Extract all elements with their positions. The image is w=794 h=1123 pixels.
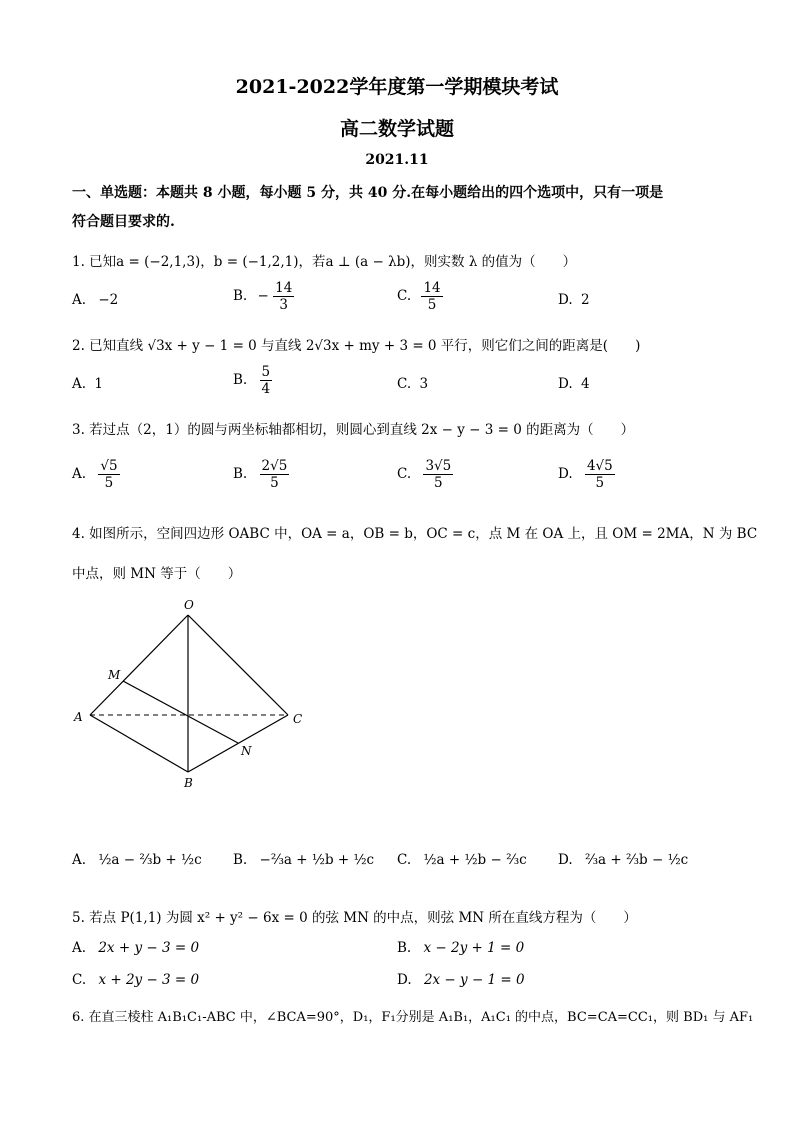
option-value: ⅔a + ⅔b − ½c xyxy=(584,852,689,868)
question-2-option-d xyxy=(558,376,590,392)
question-5-stem: 5. 若点 P(1,1) 为圆 x² + y² − 6x = 0 的弦 MN 的中点，则弦 MN 所在直线方程为（ ） xyxy=(72,910,637,926)
exam-date: 2021.11 xyxy=(365,152,429,168)
label-B: B xyxy=(184,776,193,790)
fraction: $\frac{√5}{5}$ xyxy=(100,458,118,491)
edge-OC xyxy=(188,615,288,715)
option-label: A. xyxy=(72,852,87,868)
fraction: $\frac{5}{4}$ xyxy=(261,364,271,397)
fraction: $\frac{14}{3}$ xyxy=(275,280,293,313)
option-label: A. xyxy=(72,466,87,482)
option-label: D. xyxy=(558,852,573,868)
option-label: D. xyxy=(397,972,412,988)
label-C: C xyxy=(293,712,303,726)
option-label: C. xyxy=(397,376,412,392)
label-M: M xyxy=(108,668,121,682)
option-value: 2x + y − 3 = 0 xyxy=(98,940,200,956)
question-5-option-b xyxy=(397,940,524,956)
option-value: x + 2y − 3 = 0 xyxy=(98,972,200,988)
option-label: A. xyxy=(72,292,87,308)
option-label: C. xyxy=(72,972,87,988)
option-sign: − xyxy=(257,288,269,304)
option-value: ½a − ⅔b + ½c xyxy=(98,852,202,868)
option-label: B. xyxy=(233,852,248,868)
question-2-stem: 2. 已知直线 √3x + y − 1 = 0 与直线 2√3x + my + 3 = 0 平行，则它们之间的距离是( ) xyxy=(72,338,641,354)
question-3-option-d xyxy=(558,458,615,491)
question-3-option-b xyxy=(233,458,289,491)
option-value: 3 xyxy=(419,376,429,392)
question-3-stem: 3. 若过点（2，1）的圆与两坐标轴都相切，则圆心到直线 2x − y − 3 = 0 的距离为（ ） xyxy=(72,422,635,438)
option-label: C. xyxy=(397,852,412,868)
question-2-option-c xyxy=(397,376,428,392)
option-label: B. xyxy=(233,372,248,388)
question-1-option-d xyxy=(558,292,590,308)
option-value: x − 2y + 1 = 0 xyxy=(423,940,525,956)
option-label: B. xyxy=(233,466,248,482)
option-value: −⅔a + ½b + ½c xyxy=(259,852,375,868)
option-label: A. xyxy=(72,940,87,956)
label-O: O xyxy=(184,598,194,612)
exam-title: 2021-2022学年度第一学期模块考试 xyxy=(235,76,559,98)
question-4-stem-line1: 4. 如图所示，空间四边形 OABC 中，OA = a，OB = b，OC = c，点 M 在 OA 上，且 OM = 2MA，N 为 BC xyxy=(72,526,758,542)
question-2-option-a xyxy=(72,376,103,392)
fraction: $\frac{3√5}{5}$ xyxy=(425,458,452,491)
label-N: N xyxy=(241,744,252,758)
question-5-option-c xyxy=(72,972,199,988)
option-label: B. xyxy=(397,940,412,956)
exam-subtitle: 高二数学试题 xyxy=(339,118,454,140)
question-4-option-b xyxy=(233,852,374,868)
option-value: 4 xyxy=(580,376,590,392)
option-label: D. xyxy=(558,292,573,308)
section-heading-line2: 符合题目要求的. xyxy=(72,214,175,230)
question-3-option-c xyxy=(397,458,453,491)
question-4-stem-line2: 中点，则 MN 等于（ ） xyxy=(72,566,242,582)
segment-MN xyxy=(123,681,238,743)
option-label: D. xyxy=(558,466,573,482)
option-label: A. xyxy=(72,376,87,392)
question-1-option-c xyxy=(397,280,443,313)
option-value: 2x − y − 1 = 0 xyxy=(423,972,525,988)
question-3-option-a xyxy=(72,458,120,491)
tetrahedron-figure xyxy=(60,595,320,795)
fraction: $\frac{14}{5}$ xyxy=(423,280,441,313)
edge-OA xyxy=(90,615,188,715)
question-1-option-b xyxy=(233,280,294,313)
question-2-option-b xyxy=(233,364,272,397)
question-4-option-a xyxy=(72,852,202,868)
fraction: $\frac{4√5}{5}$ xyxy=(586,458,613,491)
section-heading-line1: 一、单选题：本题共 8 小题，每小题 5 分，共 40 分.在每小题给出的四个选项中，只有一项是 xyxy=(72,185,664,201)
edge-AB xyxy=(90,715,188,772)
question-5-option-d xyxy=(397,972,525,988)
question-6-stem: 6. 在直三棱柱 A₁B₁C₁-ABC 中，∠BCA=90°，D₁，F₁分别是 A₁B₁，A₁C₁ 的中点，BC=CA=CC₁，则 BD₁ 与 AF₁ xyxy=(72,1010,754,1025)
option-label: C. xyxy=(397,288,412,304)
question-4-option-c xyxy=(397,852,527,868)
option-value: 1 xyxy=(94,376,103,392)
fraction: $\frac{2√5}{5}$ xyxy=(261,458,288,491)
question-1-option-a xyxy=(72,292,118,308)
option-label: B. xyxy=(233,288,248,304)
question-5-option-a xyxy=(72,940,199,956)
option-label: D. xyxy=(558,376,573,392)
option-label: C. xyxy=(397,466,412,482)
option-value: 2 xyxy=(580,292,590,308)
question-1-stem: 1. 已知a = (−2,1,3)，b = (−1,2,1)，若a ⊥ (a − λb)，则实数 λ 的值为（ ） xyxy=(72,254,577,270)
option-value: −2 xyxy=(98,292,119,308)
label-A: A xyxy=(74,710,83,724)
question-4-option-d xyxy=(558,852,688,868)
option-value: ½a + ½b − ⅔c xyxy=(423,852,527,868)
